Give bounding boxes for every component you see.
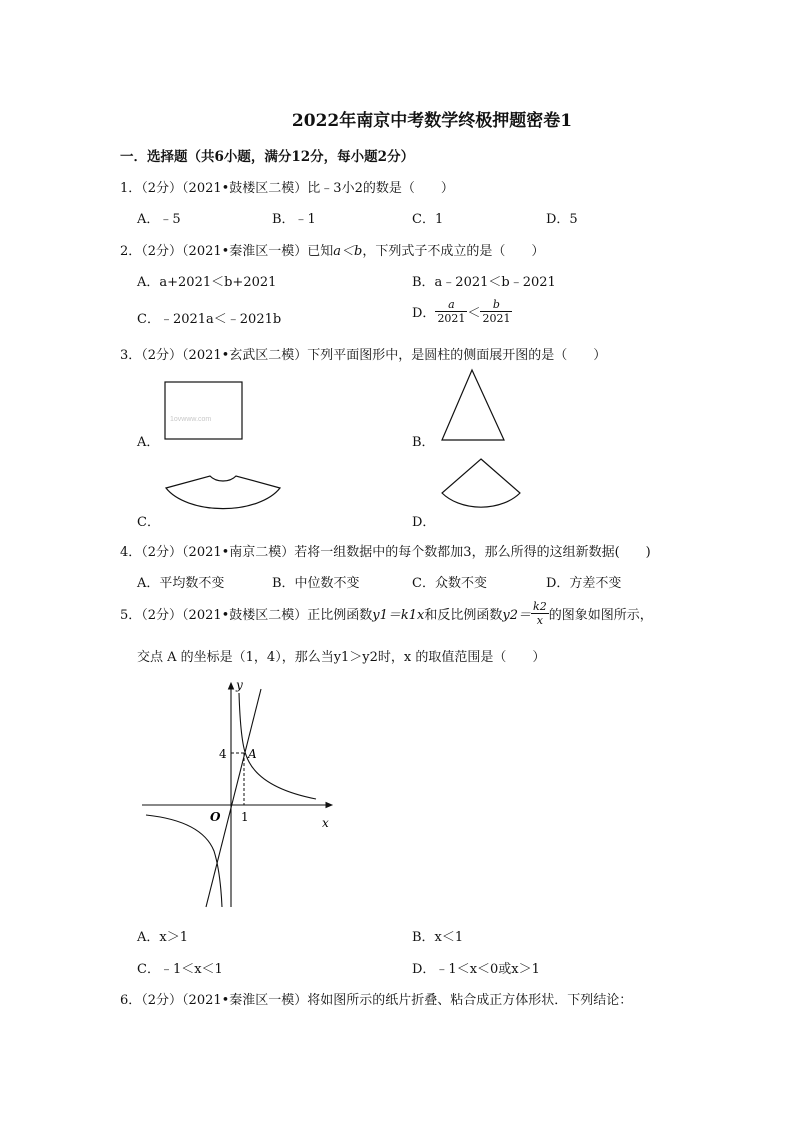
fraction-numerator: k2: [533, 600, 547, 613]
question-3-option-d[interactable]: D．: [412, 515, 436, 530]
sector-shape: [442, 459, 520, 507]
fraction-a-over-2021: [435, 298, 467, 325]
question-5-y2-prefix: y2＝: [502, 608, 532, 623]
question-2-option-b[interactable]: B．a﹣2021＜b﹣2021: [412, 275, 556, 290]
question-4-option-a[interactable]: A．平均数不变: [137, 576, 225, 591]
fraction-b-over-2021: [480, 298, 512, 325]
question-2-stem-post: ，下列式子不成立的是（ ）: [362, 244, 545, 259]
y-tick-label: 4: [219, 747, 227, 761]
question-2-option-c[interactable]: C．﹣2021a＜﹣2021b: [137, 312, 282, 327]
question-2-stem: [120, 240, 544, 259]
question-5-stem-pre: 5．（2分）（2021•鼓楼区二模）正比例函数: [120, 608, 373, 623]
less-than-sign: ＜: [467, 306, 481, 321]
hyperbola-branch-third-quadrant: [146, 815, 222, 907]
fraction-denominator: 2021: [437, 312, 466, 325]
question-3-option-b[interactable]: B．: [412, 435, 435, 450]
rectangle-figure: [164, 381, 244, 441]
question-6-stem: 6．（2分）（2021•秦淮区一模）将如图所示的纸片折叠、粘合成正方体形状．下列结论：: [120, 993, 633, 1008]
question-3-stem: 3．（2分）（2021•玄武区二模）下列平面图形中，是圆柱的侧面展开图的是（ ）: [120, 348, 607, 363]
question-5-stem-post: 的图象如图所示，: [548, 608, 653, 623]
question-4-option-b[interactable]: B．中位数不变: [272, 576, 360, 591]
section-heading: 一．选择题（共6小题，满分12分，每小题2分）: [120, 149, 415, 165]
sector-figure: [440, 457, 522, 521]
annular-sector-shape: [166, 476, 280, 509]
y-axis-label: y: [236, 678, 243, 692]
question-5-option-d[interactable]: D．﹣1＜x＜0或x＞1: [412, 962, 540, 977]
triangle-figure: [440, 368, 506, 442]
question-1-option-c[interactable]: C．1: [412, 212, 444, 227]
fraction-denominator: 2021: [482, 312, 511, 325]
question-5-option-b[interactable]: B．x＜1: [412, 930, 464, 945]
question-4-option-c[interactable]: C．众数不变: [412, 576, 487, 591]
triangle-shape: [442, 370, 504, 440]
function-graph: [140, 675, 340, 915]
page-title: 2022年南京中考数学终极押题密卷1: [291, 111, 573, 131]
question-4-stem: 4．（2分）（2021•南京二模）若将一组数据中的每个数都加3，那么所得的这组新数据( ): [120, 545, 651, 560]
fraction-k2-over-x: [531, 600, 549, 627]
origin-label: O: [210, 810, 221, 824]
x-tick-label: 1: [241, 810, 249, 824]
fraction-denominator: x: [536, 614, 543, 627]
watermark: 1ovwww.com: [170, 416, 212, 423]
annular-sector-figure: [164, 474, 282, 522]
question-5-stem: [120, 600, 653, 627]
question-1-option-d[interactable]: D．5: [546, 212, 578, 227]
fraction-numerator: a: [435, 298, 467, 312]
question-1-stem: 1．（2分）（2021•鼓楼区二模）比﹣3小2的数是（ ）: [120, 181, 454, 196]
x-axis-label: x: [322, 816, 329, 830]
question-2-option-d-label: D．: [412, 306, 436, 321]
question-5-y1-formula: y1＝k1x: [372, 608, 425, 623]
question-2-option-a[interactable]: A．a+2021＜b+2021: [137, 275, 277, 290]
question-4-option-d[interactable]: D．方差不变: [546, 576, 622, 591]
rectangle-shape: [165, 382, 242, 439]
question-2-option-d[interactable]: [412, 298, 512, 325]
question-1-option-b[interactable]: B．﹣1: [272, 212, 316, 227]
question-5-stem-line2: 交点 A 的坐标是（1，4），那么当y1＞y2时，x 的取值范围是（ ）: [137, 650, 546, 665]
hyperbola-branch-first-quadrant: [239, 693, 316, 799]
proportional-function-line: [206, 689, 261, 907]
question-3-option-c[interactable]: C．: [137, 515, 160, 530]
point-a-label: A: [248, 747, 257, 761]
question-3-option-a[interactable]: A．: [137, 435, 160, 450]
fraction-numerator: b: [480, 298, 512, 312]
question-5-stem-mid: 和反比例函数: [424, 608, 503, 623]
question-1-option-a[interactable]: A．﹣5: [137, 212, 181, 227]
question-2-condition: a＜b: [333, 244, 363, 259]
question-2-stem-pre: 2．（2分）（2021•秦淮区一模）已知: [120, 244, 334, 259]
question-5-option-a[interactable]: A．x＞1: [137, 930, 188, 945]
question-5-option-c[interactable]: C．﹣1＜x＜1: [137, 962, 223, 977]
